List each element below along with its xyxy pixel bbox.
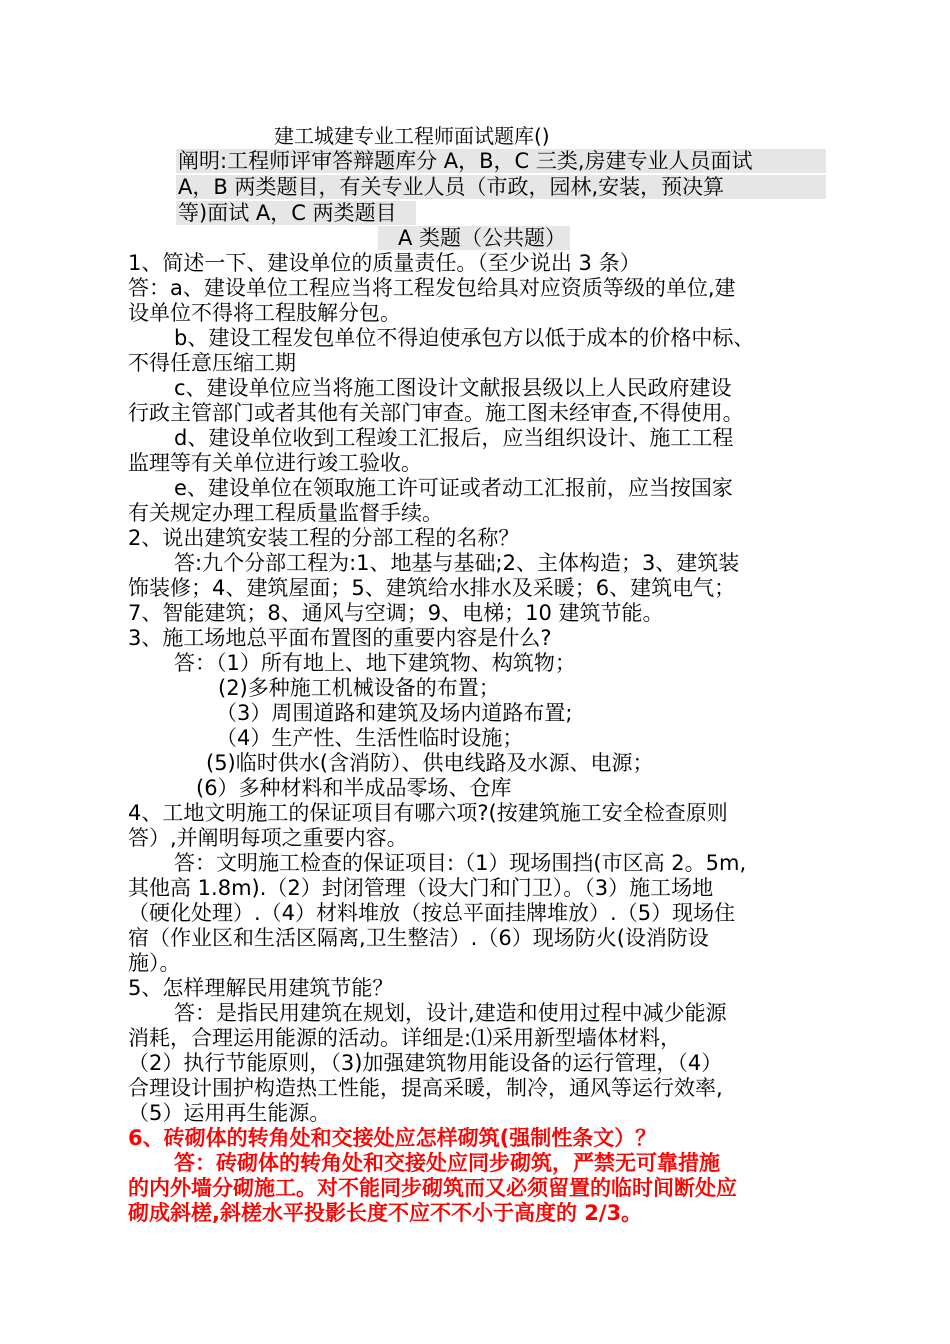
answer-line-red: 的内外墙分砌施工。对不能同步砌筑而又必须留置的临时间断处应	[128, 1176, 737, 1200]
answer-line: （5）运用再生能源。	[128, 1101, 331, 1125]
answer-line: 行政主管部门或者其他有关部门审查。施工图未经审查,不得使用。	[128, 401, 744, 425]
answer-line: 宿（作业区和生活区隔离,卫生整洁）.（6）现场防火(设消防设	[128, 926, 709, 950]
answer-line: （3）周围道路和建筑及场内道路布置;	[216, 701, 573, 725]
answer-line: 不得任意压缩工期	[128, 351, 296, 375]
notice-line-3: 等)面试 A，C 两类题目	[176, 201, 416, 225]
answer-line-red: 答：砖砌体的转角处和交接处应同步砌筑，严禁无可靠措施	[174, 1151, 720, 1175]
question-3: 3、施工场地总平面布置图的重要内容是什么?	[128, 626, 552, 650]
question-4-cont: 答）,并阐明每项之重要内容。	[128, 826, 408, 850]
notice-line-2: A，B 两类题目，有关专业人员（市政，园林,安装，预决算	[176, 175, 826, 199]
answer-line: 答：是指民用建筑在规划，设计,建造和使用过程中减少能源	[174, 1001, 727, 1025]
answer-line: 设单位不得将工程肢解分包。	[128, 301, 401, 325]
notice-line-1: 阐明:工程师评审答辩题库分 A，B，C 三类,房建专业人员面试	[176, 149, 826, 173]
answer-line: 7、智能建筑；8、通风与空调；9、电梯；10 建筑节能。	[128, 601, 664, 625]
question-2: 2、说出建筑安装工程的分部工程的名称？	[128, 526, 520, 550]
answer-line: （硬化处理）.（4）材料堆放（按总平面挂牌堆放）.（5）现场住	[128, 901, 736, 925]
answer-line: 饰装修；4、建筑屋面；5、建筑给水排水及采暖；6、建筑电气；	[128, 576, 736, 600]
question-6: 6、砖砌体的转角处和交接处应怎样砌筑(强制性条文）？	[128, 1126, 657, 1150]
section-title: A 类题（公共题）	[378, 226, 570, 250]
answer-line: d、建设单位收到工程竣工汇报后，应当组织设计、施工工程	[174, 426, 734, 450]
answer-line: 答：a、建设单位工程应当将工程发包给具对应资质等级的单位,建	[128, 276, 736, 300]
answer-line: 答：文明施工检查的保证项目:（1）现场围挡(市区高 2。5m,	[174, 851, 747, 875]
question-4: 4、工地文明施工的保证项目有哪六项?(按建筑施工安全检查原则	[128, 801, 728, 825]
answer-line: 答：（1）所有地上、地下建筑物、构筑物；	[174, 651, 576, 675]
answer-line: (2)多种施工机械设备的布置；	[218, 676, 500, 700]
answer-line: e、建设单位在领取施工许可证或者动工汇报前，应当按国家	[174, 476, 733, 500]
answer-line: b、建设工程发包单位不得迫使承包方以低于成本的价格中标、	[174, 326, 755, 350]
answer-line: (6）多种材料和半成品零场、仓库	[196, 776, 512, 800]
question-5: 5、怎样理解民用建筑节能？	[128, 976, 394, 1000]
answer-line: 监理等有关单位进行竣工验收。	[128, 451, 422, 475]
answer-line-red: 砌成斜槎,斜槎水平投影长度不应不不小于高度的 2/3。	[128, 1201, 643, 1225]
answer-line: c、建设单位应当将施工图设计文献报县级以上人民政府建设	[174, 376, 732, 400]
answer-line: (5)临时供水(含消防）、供电线路及水源、电源；	[206, 751, 654, 775]
document-title: 建工城建专业工程师面试题库()	[274, 124, 550, 148]
answer-line: 消耗，合理运用能源的活动。详细是:⑴采用新型墙体材料，	[128, 1026, 682, 1050]
answer-line: 施）。	[128, 951, 181, 975]
answer-line: 有关规定办理工程质量监督手续。	[128, 501, 443, 525]
answer-line: 合理设计围护构造热工性能，提高采暖，制冷，通风等运行效率,	[128, 1076, 723, 1100]
answer-line: （2）执行节能原则，（3)加强建筑物用能设备的运行管理，（4）	[128, 1051, 723, 1075]
answer-line: （4）生产性、生活性临时设施；	[216, 726, 524, 750]
answer-line: 其他高 1.8m).（2）封闭管理（设大门和门卫）。（3）施工场地	[128, 876, 714, 900]
question-1: 1、简述一下、建设单位的质量责任。（至少说出 3 条）	[128, 251, 641, 275]
answer-line: 答:九个分部工程为:1、地基与基础;2、主体构造；3、建筑装	[174, 551, 740, 575]
